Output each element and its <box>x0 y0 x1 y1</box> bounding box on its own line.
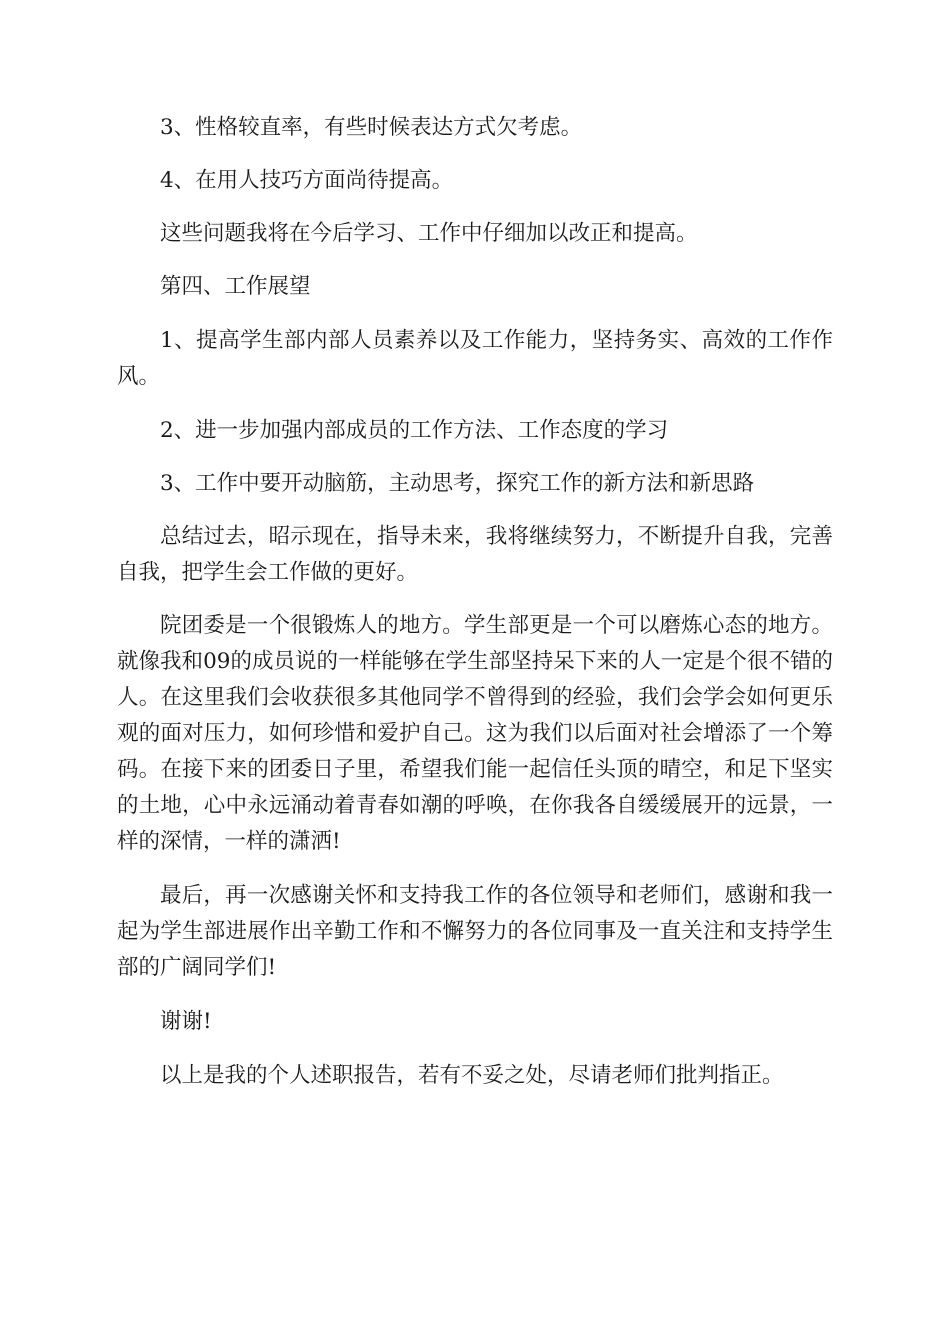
paragraph-summary: 总结过去，昭示现在，指导未来，我将继续努力，不断提升自我，完善自我，把学生会工作做的更好。 <box>117 524 833 585</box>
document-body <box>117 110 833 1094</box>
paragraph-thank-you: 谢谢! <box>160 1009 212 1034</box>
paragraph-outlook-2: 2、进一步加强内部成员的工作方法、工作态度的学习 <box>160 418 669 443</box>
section-heading-outlook: 第四、工作展望 <box>160 274 311 299</box>
paragraph-weakness-4: 4、在用人技巧方面尚待提高。 <box>160 168 454 193</box>
paragraph-closing: 以上是我的个人述职报告，若有不妥之处，尽请老师们批判指正。 <box>160 1063 784 1088</box>
paragraph-thanks: 最后，再一次感谢关怀和支持我工作的各位领导和老师们，感谢和我一起为学生部进展作出辛勤工作和不懈努力的各位同事及一直关注和支持学生部的广阔同学们! <box>117 883 833 980</box>
paragraph-outlook-3: 3、工作中要开动脑筋，主动思考，探究工作的新方法和新思路 <box>160 471 755 496</box>
paragraph-outlook-1: 1、提高学生部内部人员素养以及工作能力，坚持务实、高效的工作作风。 <box>117 328 833 389</box>
paragraph-weakness-3: 3、性格较直率，有些时候表达方式欠考虑。 <box>160 115 583 140</box>
paragraph-reflection: 院团委是一个很锻炼人的地方。学生部更是一个可以磨炼心态的地方。就像我和09的成员说的一样能够在学生部坚持呆下来的人一定是个很不错的人。在这里我们会收获很多其他同学不曾得到的经验，我们会学会如何更乐观的面对压力，如何珍惜和爱护自己。这为我们以后面对社会增添了一个筹码。在接下来的团委日子里，希望我们能一起信任头顶的晴空，和足下坚实的土地，心中永远涌动着青春如潮的呼唤，在你我各自缓缓展开的远景，一样的深情，一样的潇洒! <box>117 613 833 854</box>
paragraph-improvement-note: 这些问题我将在今后学习、工作中仔细加以改正和提高。 <box>160 221 698 246</box>
